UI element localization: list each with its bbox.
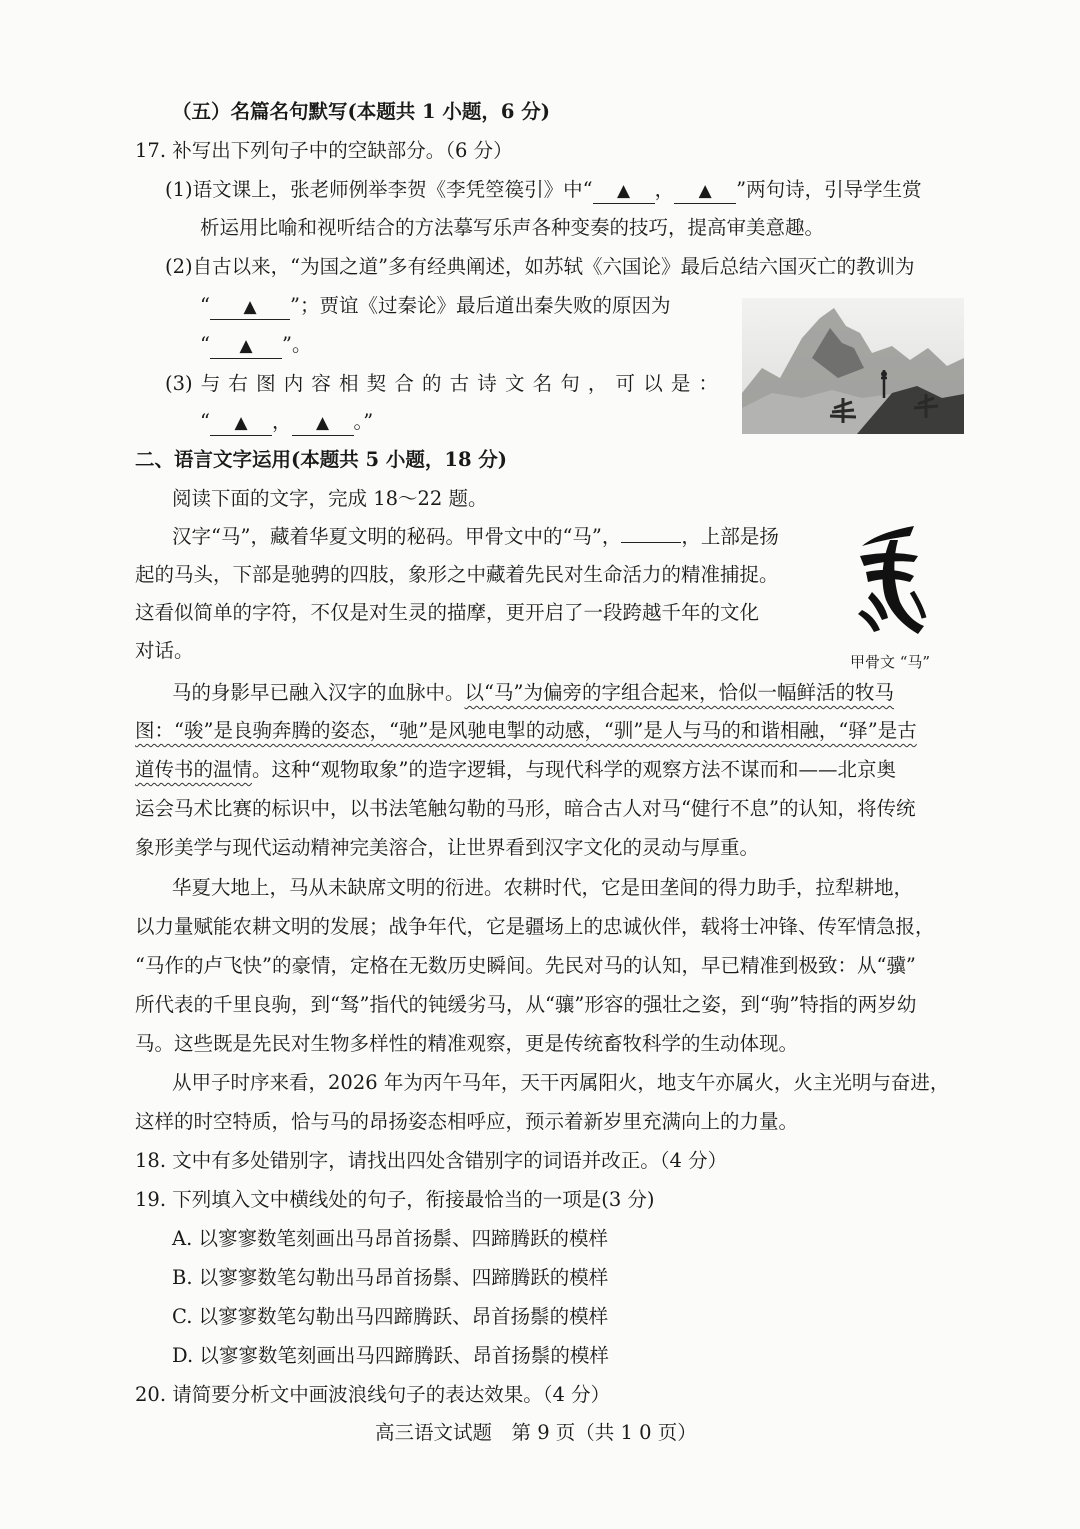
q19-option-a[interactable]: A. 以寥寥数笔刻画出马昂首扬鬃、四蹄腾跃的模样 [172,1227,608,1250]
q17-item2-line3: “ ▲ ”。 [200,331,311,359]
oracle-bone-horse-image [852,522,932,640]
p3-line3: “马作的卢飞快”的豪情，定格在无数历史瞬间。先民对马的认知，早已精准到极致：从“骥” [135,954,916,977]
q19-option-d[interactable]: D. 以寥寥数笔刻画出马四蹄腾跃、昂首扬鬃的模样 [172,1344,609,1367]
p1-line4: 对话。 [135,639,194,662]
p4-line1: 从甲子时序来看，2026 年为丙午马年，天干丙属阳火，地支午亦属火，火主光明与奋进， [172,1071,950,1094]
q17-blank-2[interactable]: ▲ [674,178,736,204]
q17-blank-1[interactable]: ▲ [593,178,655,204]
p4-line2: 这样的时空特质，恰与马的昂扬姿态相呼应，预示着新岁里充满向上的力量。 [135,1110,799,1133]
wavy-sentence-part2: 图：“骏”是良驹奔腾的姿态，“驰”是风驰电掣的动感，“驯”是人与马的和谐相融，“驿”是古 [135,719,917,742]
p3-line1: 华夏大地上，马从未缺席文明的衍进。农耕时代，它是田垄间的得力助手，拉犁耕地， [172,876,914,899]
q17-item2-line1: (2)自古以来，“为国之道”多有经典阐述，如苏轼《六国论》最后总结六国灭亡的教训为 [165,255,915,278]
p2-line1: 马的身影早已融入汉字的血脉中。以“马”为偏旁的字组合起来，恰似一幅鲜活的牧马 [172,681,894,704]
q20-stem: 20. 请简要分析文中画波浪线句子的表达效果。（4 分） [135,1383,611,1406]
oracle-horse-character-icon [852,522,932,640]
q18-stem: 18. 文中有多处错别字，请找出四处含错别字的词语并改正。（4 分） [135,1149,728,1172]
p2-line3: 道传书的温情。这种“观物取象”的造字逻辑，与现代科学的观察方法不谋而和——北京奥 [135,758,896,781]
passage-fill-blank[interactable] [621,542,681,543]
p1-line2: 起的马头，下部是驰骋的四肢，象形之中藏着先民对生命活力的精准捕捉。 [135,563,779,586]
q19-option-c[interactable]: C. 以寥寥数笔勾勒出马四蹄腾跃、昂首扬鬃的模样 [172,1305,609,1328]
mountain-landscape-icon [742,298,964,434]
q17-blank-3[interactable]: ▲ [210,294,290,320]
p1-line1: 汉字“马”，藏着华夏文明的秘码。甲骨文中的“马”， ，上部是扬 [172,525,779,548]
p3-line5: 马。这些既是先民对生物多样性的精准观察，更是传统畜牧科学的生动体现。 [135,1032,799,1055]
section-5-title: （五）名篇名句默写(本题共 1 小题，6 分) [172,100,550,123]
q17-blank-4[interactable]: ▲ [210,333,282,359]
p3-line4: 所代表的千里良驹，到“驽”指代的钝缓劣马，从“骧”形容的强壮之姿，到“驹”特指的两岁幼 [135,993,917,1016]
q17-item3-line2: “ ▲ ， ▲ 。” [200,408,373,436]
wavy-sentence-part3: 道传书的温情 [135,758,253,781]
oracle-caption: 甲骨文 “马” [850,653,931,671]
q17-item3-line1: (3)与右图内容相契合的古诗文名句，可以是： [165,372,718,395]
q19-option-b[interactable]: B. 以寥寥数笔勾勒出马昂首扬鬃、四蹄腾跃的模样 [172,1266,609,1289]
q17-item1-line1: (1)语文课上，张老师例举李贺《李凭箜篌引》中“ ▲ ， ▲ ”两句诗，引导学生赏 [165,176,922,204]
wavy-sentence-part1: 以“马”为偏旁的字组合起来，恰似一幅鲜活的牧马 [464,681,894,704]
q17-blank-6[interactable]: ▲ [292,410,354,436]
landscape-painting-image [742,298,964,434]
page-footer: 高三语文试题 第 9 页（共 1 0 页） [375,1421,697,1444]
q17-item2-line2: “ ▲ ”；贾谊《过秦论》最后道出秦失败的原因为 [200,292,670,320]
reading-intro: 阅读下面的文字，完成 18～22 题。 [172,487,488,510]
p2-line5: 象形美学与现代运动精神完美溶合，让世界看到汉字文化的灵动与厚重。 [135,836,760,859]
section-2-title: 二、语言文字运用(本题共 5 小题，18 分) [135,448,508,471]
q19-stem: 19. 下列填入文中横线处的句子，衔接最恰当的一项是(3 分) [135,1188,655,1211]
p2-line4: 运会马术比赛的标识中，以书法笔触勾勒的马形，暗合古人对马“健行不息”的认知，将传统 [135,797,916,820]
q17-blank-5[interactable]: ▲ [210,410,272,436]
p3-line2: 以力量赋能农耕文明的发展；战争年代，它是疆场上的忠诚伙伴，载将士冲锋、传军情急报， [135,915,935,938]
p1-line3: 这看似简单的字符，不仅是对生灵的描摩，更开启了一段跨越千年的文化 [135,601,760,624]
q17-stem: 17. 补写出下列句子中的空缺部分。（6 分） [135,139,513,162]
q17-item1-line2: 析运用比喻和视听结合的方法摹写乐声各种变奏的技巧，提高审美意趣。 [200,216,825,239]
